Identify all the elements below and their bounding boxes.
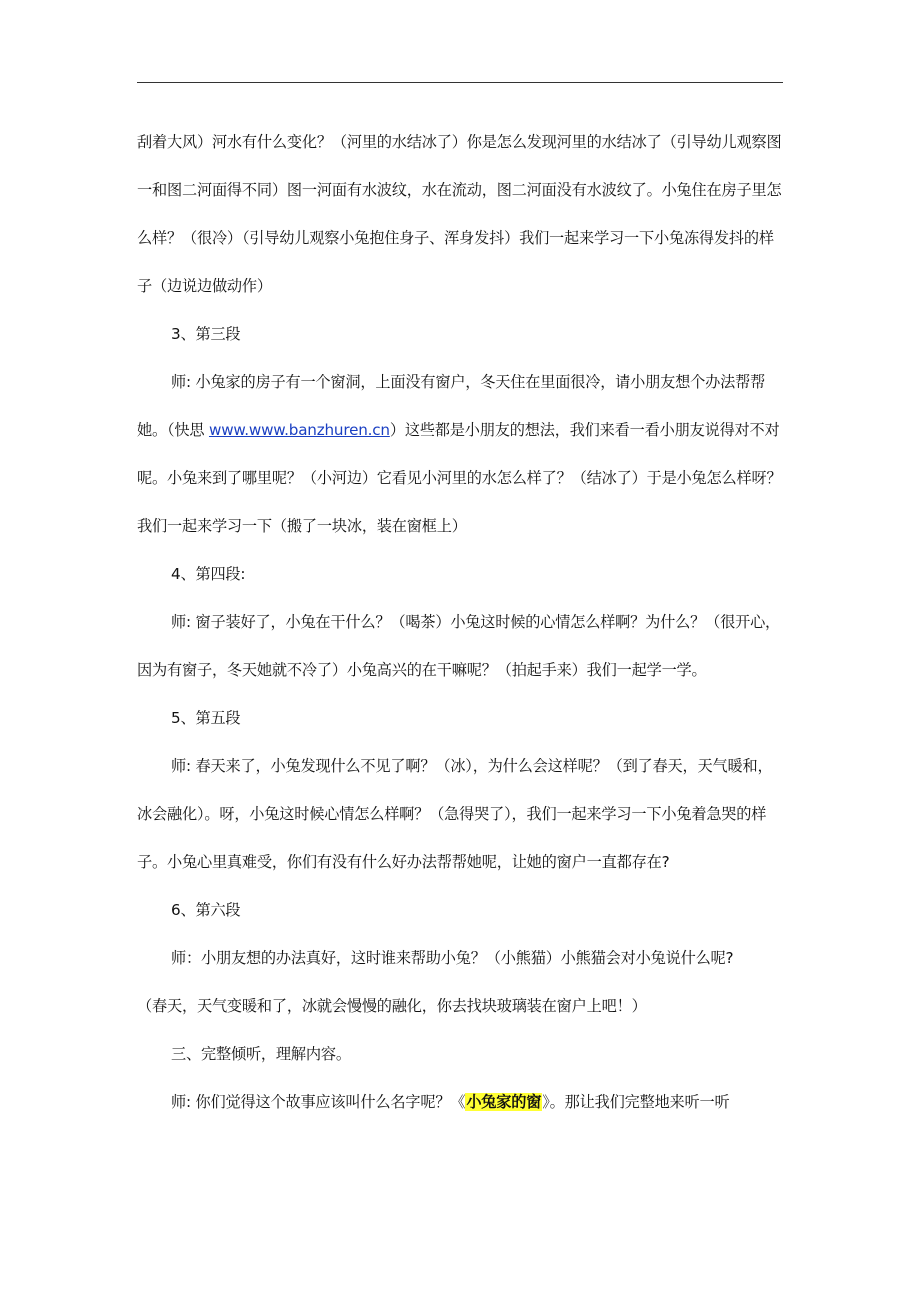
paragraph-4: 师: 窗子装好了，小兔在干什么？（喝茶）小兔这时候的心情怎么样啊？为什么？（很开心，因为有窗子，冬天她就不冷了）小兔高兴的在干嘛呢？（拍起手来）我们一起学一学。 <box>137 613 781 679</box>
heading-section-5: 5、第五段 <box>171 709 241 727</box>
story-title-highlight: 小兔家的窗 <box>466 1093 542 1111</box>
paragraph-3 <box>137 358 787 550</box>
paragraph-6a: 师：小朋友想的办法真好，这时谁来帮助小兔？（小熊猫）小熊猫会对小兔说什么呢? <box>171 949 734 967</box>
heading-part-3: 三、完整倾听，理解内容。 <box>171 1045 351 1063</box>
heading-section-6: 6、第六段 <box>171 901 241 919</box>
heading-section-4: 4、第四段: <box>171 565 246 583</box>
paragraph-6b: （春天，天气变暖和了，冰就会慢慢的融化，你去找块玻璃装在窗户上吧！） <box>137 997 647 1015</box>
website-link[interactable]: www.www.banzhuren.cn <box>208 421 390 439</box>
header-rule <box>137 82 783 83</box>
paragraph-1: 刮着大风）河水有什么变化？（河里的水结冰了）你是怎么发现河里的水结冰了（引导幼儿观察图一和图二河面得不同）图一河面有水波纹，水在流动，图二河面没有水波纹了。小兔住在房子里怎么样？（很冷）（引导幼儿观察小兔抱住身子、浑身发抖）我们一起来学习一下小兔冻得发抖的样子（边说边做动作） <box>137 133 782 295</box>
paragraph-7 <box>137 1078 787 1126</box>
paragraph-3-text-b: ）这些都是小朋友的想法，我们来看一看小朋友说得对不对呢。小兔来到了哪里呢？（小河边）它看见小河里的水怎么样了？（结冰了）于是小兔怎么样呀？我们一起来学习一下（搬了一块冰，装在窗框上） <box>137 421 782 535</box>
paragraph-3-text-a: 师: 小兔家的房子有一个窗洞，上面没有窗户，冬天住在里面很冷，请小朋友想个办法帮帮她。（快思 <box>137 373 766 439</box>
paragraph-7-text-a: 师: 你们觉得这个故事应该叫什么名字呢？《 <box>171 1093 466 1111</box>
heading-section-3: 3、第三段 <box>171 325 241 343</box>
paragraph-5: 师: 春天来了，小兔发现什么不见了啊？（冰），为什么会这样呢？（到了春天，天气暖和，冰会融化）。呀，小兔这时候心情怎么样啊？（急得哭了），我们一起来学习一下小兔着急哭的样子。小兔心里真难受，你们有没有什么好办法帮帮她呢，让她的窗户一直都存在? <box>137 757 773 871</box>
document-body <box>137 118 787 1126</box>
paragraph-7-text-b: 》。那让我们完整地来听一听 <box>542 1093 730 1111</box>
